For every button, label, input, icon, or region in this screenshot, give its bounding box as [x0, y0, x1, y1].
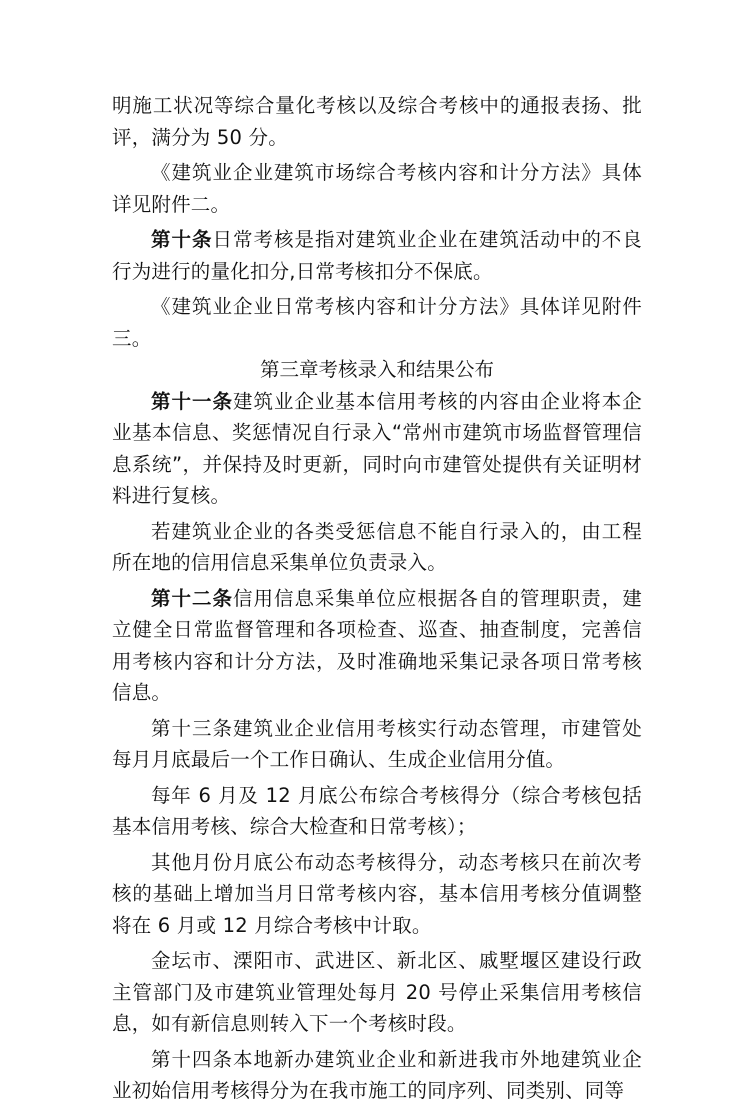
paragraph-text: 建筑业企业基本信用考核的内容由企业将本企业基本信息、奖惩情况自行录入“常州市建筑市场监督管理信息系统”，并保持及时更新，同时向市建管处提供有关证明材料进行复核。 — [112, 389, 642, 507]
paragraph-text: 明施工状况等综合量化考核以及综合考核中的通报表扬、批评，满分为 50 分。 — [112, 94, 642, 149]
paragraph-dynamic-score — [112, 847, 642, 942]
article-10 — [112, 224, 642, 287]
paragraph-attachment-2 — [112, 157, 642, 220]
article-12 — [112, 583, 642, 709]
paragraph-text: 《建筑业企业日常考核内容和计分方法》具体详见附件三。 — [112, 295, 642, 350]
paragraph-comprehensive-score — [112, 780, 642, 843]
chapter-heading — [112, 354, 642, 386]
paragraph-text: 第十三条建筑业企业信用考核实行动态管理，市建管处每月月底最后一个工作日确认、生成企业信用分值。 — [112, 716, 642, 771]
paragraph-text: 信用信息采集单位应根据各自的管理职责，建立健全日常监督管理和各项检查、巡查、抽查制度，完善信用考核内容和计分方法，及时准确地采集记录各项日常考核信息。 — [112, 586, 642, 704]
paragraph-text: 日常考核是指对建筑业企业在建筑活动中的不良行为进行的量化扣分,日常考核扣分不保底。 — [112, 228, 642, 283]
paragraph-text: 金坛市、溧阳市、武进区、新北区、戚墅堰区建设行政主管部门及市建筑业管理处每月 20 号停止采集信用考核信息，如有新信息则转入下一个考核时段。 — [112, 949, 642, 1035]
paragraph-text: 第十四条本地新办建筑业企业和新进我市外地建筑业企业初始信用考核得分为在我市施工的同序列、同类别、同等 — [112, 1047, 642, 1102]
chapter-title: 第三章考核录入和结果公布 — [259, 358, 494, 381]
paragraph-text: 若建筑业企业的各类受惩信息不能自行录入的，由工程所在地的信用信息采集单位负责录入。 — [112, 519, 642, 574]
paragraph-collection-deadline — [112, 945, 642, 1040]
article-14 — [112, 1044, 642, 1107]
paragraph-text: 《建筑业企业建筑市场综合考核内容和计分方法》具体详见附件二。 — [112, 161, 642, 216]
article-number: 第十二条 — [151, 586, 233, 610]
paragraph-continuation — [112, 90, 642, 153]
article-13 — [112, 713, 642, 776]
document-body — [112, 90, 642, 1107]
article-number: 第十条 — [151, 228, 213, 251]
paragraph-text: 其他月份月底公布动态考核得分，动态考核只在前次考核的基础上增加当月日常考核内容，基本信用考核分值调整将在 6 月或 12 月综合考核中计取。 — [112, 850, 642, 937]
article-number: 第十一条 — [151, 389, 233, 413]
paragraph-penalty-info — [112, 516, 642, 579]
paragraph-text: 每年 6 月及 12 月底公布综合考核得分（综合考核包括基本信用考核、综合大检查和日常考核）； — [112, 783, 642, 838]
article-11 — [112, 386, 642, 512]
paragraph-attachment-3 — [112, 291, 642, 354]
